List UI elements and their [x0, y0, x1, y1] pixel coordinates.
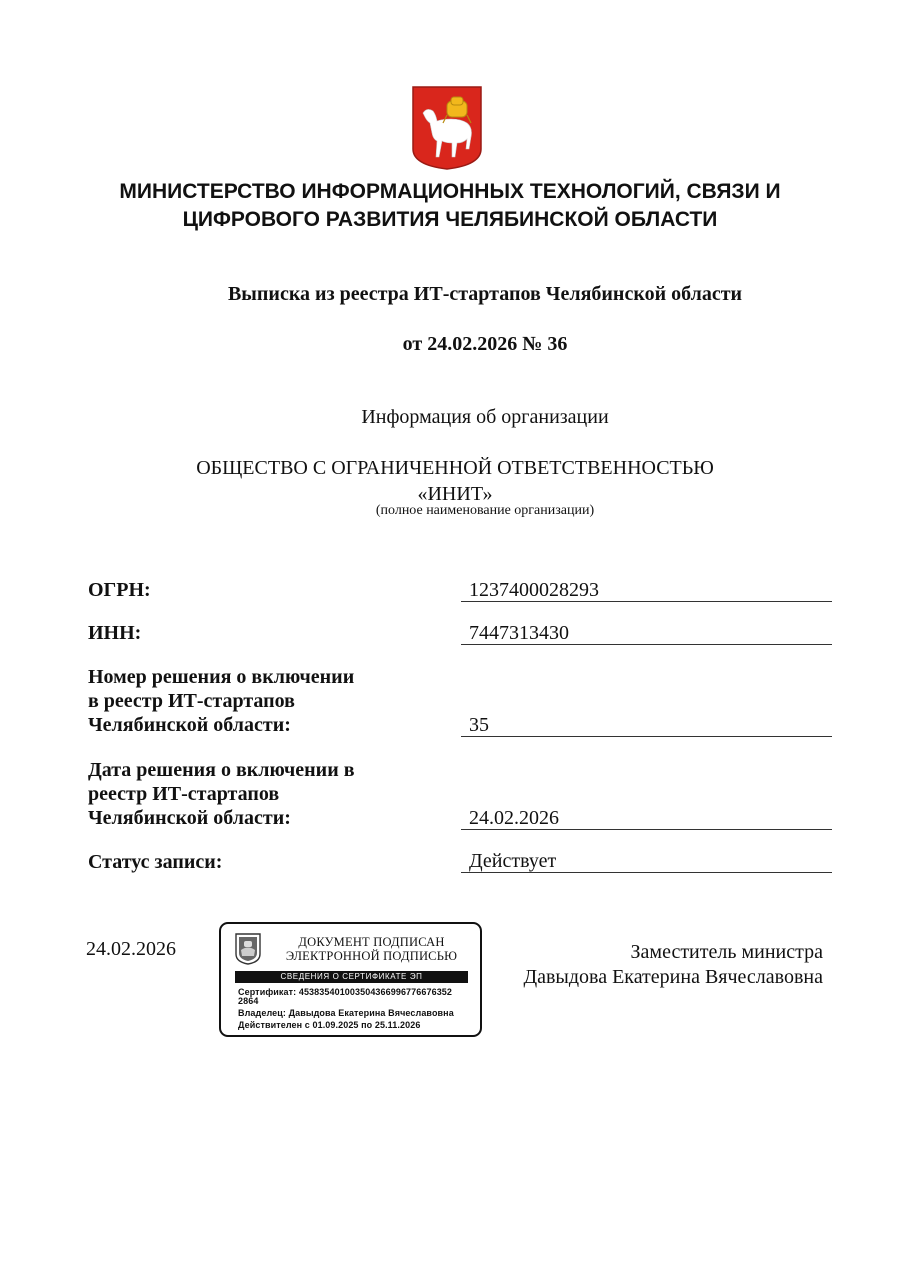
e-signature-stamp: [219, 922, 482, 1037]
document-title: Выписка из реестра ИТ-стартапов Челябинской области: [227, 283, 743, 305]
organization-name: [100, 455, 810, 507]
decision-number-label-line-1: Номер решения о включении: [88, 666, 355, 688]
decision-date-label-line-2: реестр ИТ-стартапов: [88, 783, 280, 805]
decision-date-label-line-3: Челябинской области:: [88, 807, 291, 829]
document-subtitle: от 24.02.2026 № 36: [402, 333, 568, 355]
stamp-certificate: Сертификат: 453835401003504366996776676352: [238, 987, 453, 997]
ministry-line-1: МИНИСТЕРСТВО ИНФОРМАЦИОННЫХ ТЕХНОЛОГИЙ, СВЯЗИ И: [119, 180, 781, 203]
decision-date-label-line-1: Дата решения о включении в: [88, 759, 355, 781]
stamp-owner: Владелец: Давыдова Екатерина Вячеславовна: [238, 1008, 454, 1018]
decision-date-label: [88, 758, 418, 830]
ministry-line-2: ЦИФРОВОГО РАЗВИТИЯ ЧЕЛЯБИНСКОЙ ОБЛАСТИ: [182, 208, 718, 231]
stamp-header: [269, 935, 474, 963]
decision-number-label: [88, 665, 418, 737]
stamp-header-line-1: ДОКУМЕНТ ПОДПИСАН: [298, 935, 445, 949]
info-heading: Информация об организации: [361, 406, 609, 428]
decision-number-value: 35: [461, 714, 832, 737]
stamp-emblem-icon: [233, 932, 263, 966]
org-name-line-1: ОБЩЕСТВО С ОГРАНИЧЕННОЙ ОТВЕТСТВЕННОСТЬЮ: [196, 457, 714, 479]
ogrn-value: 1237400028293: [461, 579, 832, 602]
org-name-hint: (полное наименование организации): [375, 503, 595, 518]
signer-name: Давыдова Екатерина Вячеславовна: [523, 966, 823, 988]
signer-block: [480, 940, 823, 990]
signer-position: Заместитель министра: [630, 941, 823, 963]
stamp-header-line-2: ЭЛЕКТРОННОЙ ПОДПИСЬЮ: [285, 949, 458, 963]
coat-of-arms-icon: [411, 85, 483, 171]
stamp-certificate-bar: СВЕДЕНИЯ О СЕРТИФИКАТЕ ЭП: [235, 971, 468, 983]
inn-value: 7447313430: [461, 622, 832, 645]
stamp-validity: Действителен с 01.09.2025 по 25.11.2026: [238, 1020, 421, 1030]
inn-label: ИНН:: [88, 622, 142, 644]
ogrn-label: ОГРН:: [88, 579, 151, 601]
org-name-line-2: «ИНИТ»: [417, 483, 493, 505]
signature-date: 24.02.2026: [86, 938, 176, 960]
decision-number-label-line-3: Челябинской области:: [88, 714, 291, 736]
status-value: Действует: [461, 850, 832, 873]
ministry-name: [60, 178, 840, 234]
stamp-certificate-tail: 2864: [238, 996, 259, 1006]
decision-date-value: 24.02.2026: [461, 807, 832, 830]
status-label: Статус записи:: [88, 851, 223, 873]
decision-number-label-line-2: в реестр ИТ-стартапов: [88, 690, 295, 712]
